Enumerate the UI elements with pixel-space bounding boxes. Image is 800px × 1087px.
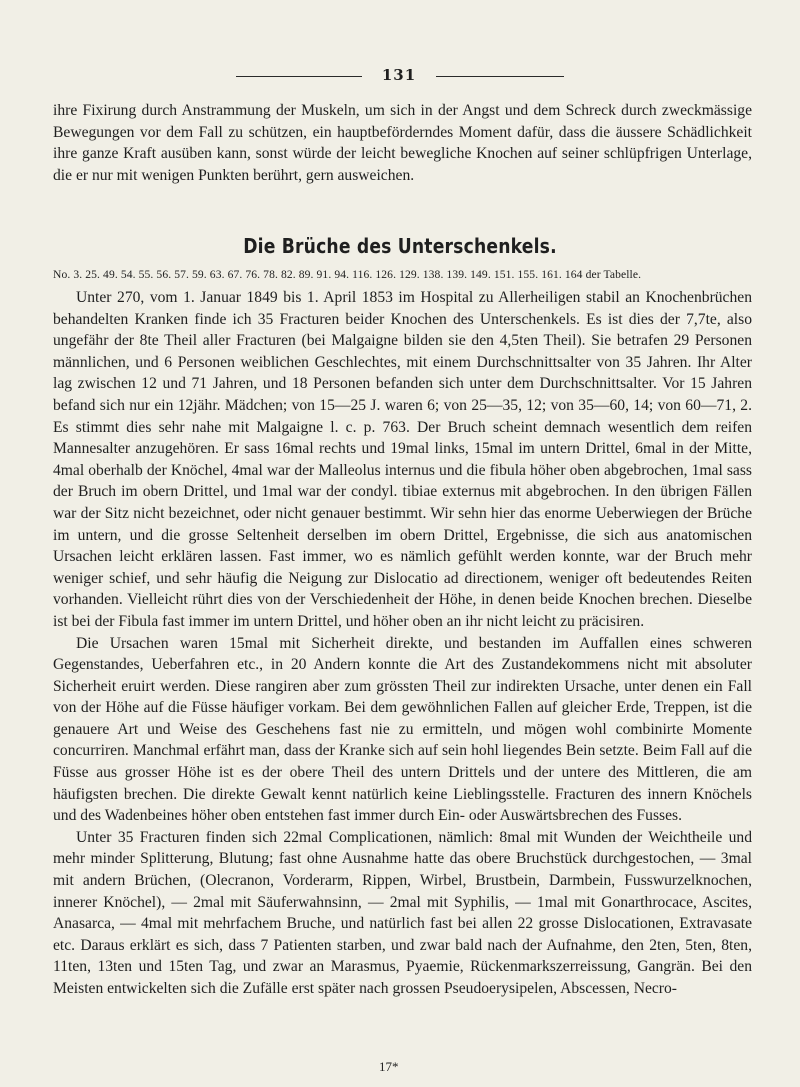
page-number: 131 bbox=[381, 66, 417, 84]
table-reference-line: No. 3. 25. 49. 54. 55. 56. 57. 59. 63. 67. 76. 78. 82. 89. 91. 94. 116. 126. 129. 138. 139. 149. 151. 155. 161. 164 der Tabelle. bbox=[53, 268, 642, 281]
intro-paragraph: ihre Fixirung durch Anstrammung der Muskeln, um sich in der Angst und dem Schreck durch zweckmässige Bewegungen vor dem Fall zu schützen, ein hauptbeförderndes Moment dafür, dass die äussere Schädlichkeit ihre ganze Kraft ausüben kann, sonst würde der leicht bewegliche Knochen auf seiner schlüpfrigen Unterlage, die er nur mit wenigen Punkten berührt, gern ausweichen. bbox=[53, 102, 752, 184]
header-rule-right bbox=[436, 76, 564, 77]
header-rule-left bbox=[236, 76, 362, 77]
section-body bbox=[53, 287, 752, 1000]
intro-paragraph-block bbox=[53, 100, 752, 186]
paragraph-statistics: Unter 270, vom 1. Januar 1849 bis 1. April 1853 im Hospital zu Allerheiligen stabil an Knochenbrüchen behandelten Kranken finde ich 35 Fracturen beider Knochen des Unterschenkels. Es ist dies der 7,7te, also ungefähr der 8te Theil aller Fracturen (bei Malgaigne bilden sie den 4,5ten Theil). Sie betrafen 29 Personen männlichen, und 6 Personen weiblichen Geschlechtes, mit einem Durchschnittsalter von 35 Jahren. Ihr Alter lag zwischen 12 und 71 Jahren, und 18 Personen befanden sich unter dem Durchschnittsalter. Vor 15 Jahren befand sich nur ein 12jähr. Mädchen; von 15—25 J. waren 6; von 25—35, 12; von 35—60, 14; von 60—71, 2. Es stimmt dies sehr nahe mit Malgaigne l. c. p. 763. Der Bruch scheint demnach wesentlich dem reifen Mannesalter anzugehören. Er sass 16mal rechts und 19mal links, 15mal im untern Drittel, 6mal in der Mitte, 4mal oberhalb der Knöchel, 4mal war der Malleolus internus und die fibula höher oben abgebrochen, 1mal sass der Bruch im obern Drittel, und 1mal war der condyl. tibiae externus mit abgebrochen. In den übrigen Fällen war der Sitz nicht bezeichnet, oder nicht genauer bestimmt. Wir sehn hier das enorme Ueberwiegen der Brüche im untern, und die grosse Seltenheit derselben im obern Drittel, Ergebnisse, die sich aus anatomischen Ursachen leicht erklären lassen. Fast immer, wo es nämlich gefühlt werden konnte, war der Bruch mehr weniger schief, und sehr häufig die Neigung zur Dislocatio ad directionem, weniger oft bedeutendes Reiten vorhanden. Vielleicht rührt dies von der Verschiedenheit der Höhe, in denen beide Knochen brechen. Dieselbe ist bei der Fibula fast immer im untern Drittel, und höher oben an ihr nicht leicht zu präcisiren. bbox=[53, 289, 752, 630]
section-title: Die Brüche des Unterschenkels. bbox=[243, 234, 557, 258]
paragraph-causes: Die Ursachen waren 15mal mit Sicherheit direkte, und bestanden im Auffallen eines schweren Gegenstandes, Ueberfahren etc., in 20 Andern konnte die Art des Zustandekommens nicht mit absoluter Sicherheit eruirt werden. Diese rangiren aber zum grössten Theil zur indirekten Ursache, unter denen ein Fall von der Höhe auf die Füsse häufiger vorkam. Bei dem gewöhnlichen Fallen auf gleicher Erde, Treppen, ist die genauere Art und Weise des Geschehens fast nie zu ermitteln, und mögen wohl combinirte Momente concurriren. Manchmal erfährt man, dass der Kranke sich auf sein hohl liegendes Bein setzte. Beim Fall auf die Füsse aus grosser Höhe ist es der obere Theil des untern Drittels und der untere des Mittleren, die am häufigsten brechen. Die direkte Gewalt kennt natürlich keine Lieblingsstelle. Fracturen des innern Knöchels und des Wadenbeines höher oben entstehen fast immer durch Ein- oder Auswärtsbrechen des Fusses. bbox=[53, 634, 752, 825]
printer-signature-mark: 17* bbox=[379, 1059, 399, 1074]
page-header bbox=[236, 66, 564, 86]
paragraph-complications: Unter 35 Fracturen finden sich 22mal Complicationen, nämlich: 8mal mit Wunden der Weichtheile und mehr minder Splitterung, Blutung; fast ohne Ausnahme hatte das obere Bruchstück durchgestochen, — 3mal mit andern Brüchen, (Olecranon, Vorderarm, Rippen, Wirbel, Brustbein, Darmbein, Fusswurzelknochen, innerer Knöchel), — 2mal mit Säuferwahnsinn, — 2mal mit Syphilis, — 1mal mit Gonarthrocace, Ascites, Anasarca, — 4mal mit mehrfachem Bruche, und natürlich fast bei allen 22 grosse Dislocationen, Extravasate etc. Daraus erklärt es sich, dass 7 Patienten starben, und zwar bald nach der Aufnahme, den 2ten, 5ten, 8ten, 11ten, 13ten und 15ten Tag, und zwar an Marasmus, Pyaemie, Rückenmarkszerreissung, Gangrän. Bei den Meisten entwickelten sich die Zufälle erst später nach grossen Pseudoerysipelen, Abscessen, Necro- bbox=[53, 828, 752, 997]
